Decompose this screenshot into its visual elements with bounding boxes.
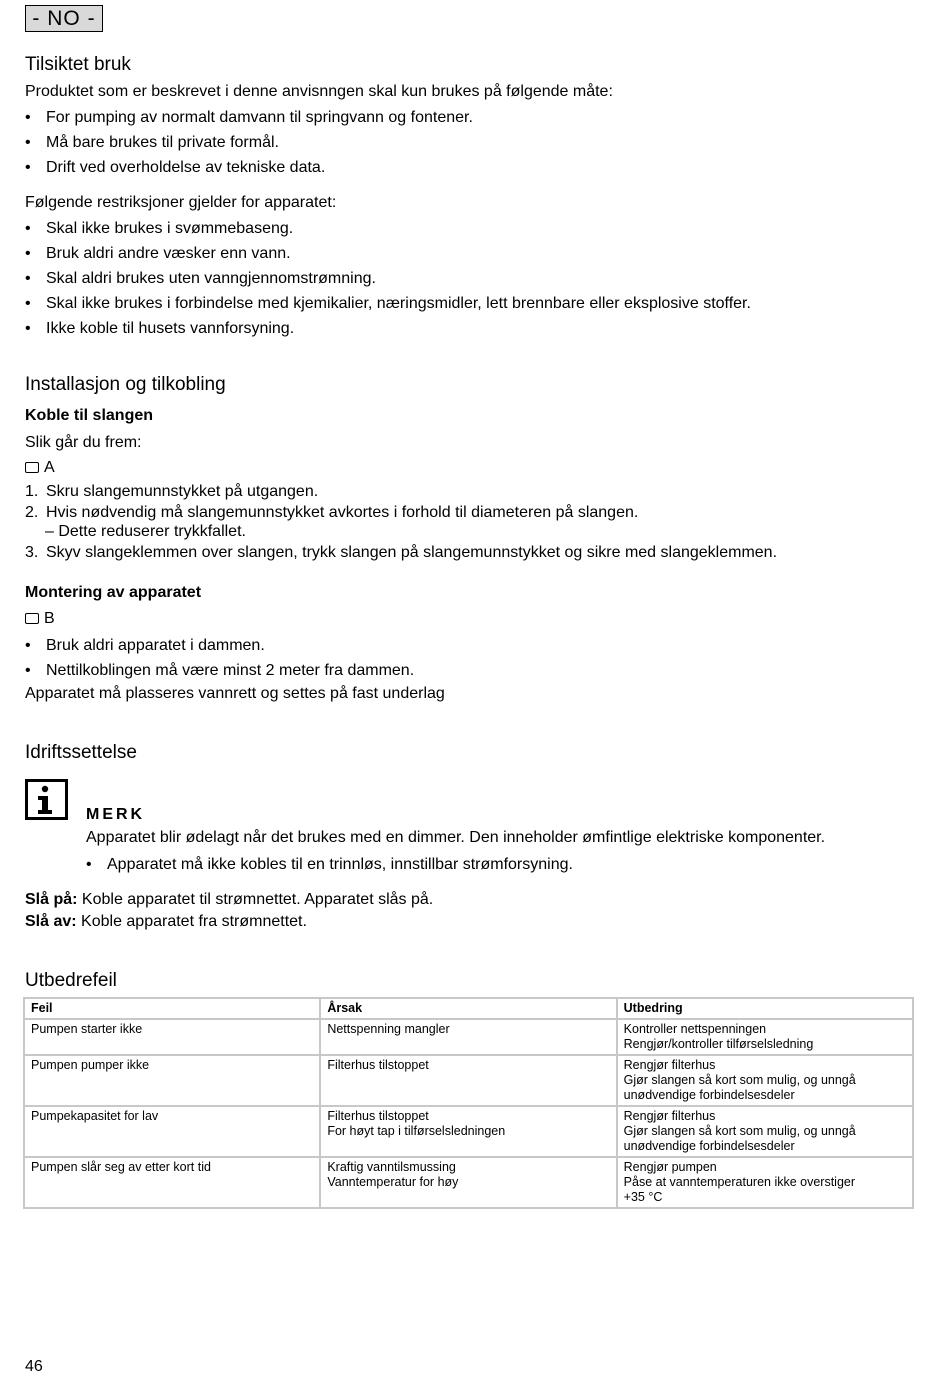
switch-off-instruction: Slå av: Koble apparatet fra strømnettet. <box>25 913 307 930</box>
fault-cell: Pumpen starter ikke <box>24 1019 320 1055</box>
cause-cell: Kraftig vanntilsmussing Vanntemperatur for høy <box>320 1157 616 1208</box>
note-title: MERK <box>86 806 146 823</box>
figure-reference-a: A <box>25 458 55 478</box>
subheading-mounting: Montering av apparatet <box>25 584 202 601</box>
note-text: Apparatet blir ødelagt når det brukes med en dimmer. Den inneholder ømfintlige elektriske komponenter. <box>86 829 826 846</box>
section-heading-intended-use: Tilsiktet bruk <box>25 54 131 75</box>
language-tag: - NO - <box>25 5 103 32</box>
figure-reference-b: B <box>25 609 55 629</box>
figure-box-icon <box>25 462 39 473</box>
subheading-hose: Koble til slangen <box>25 407 154 424</box>
fault-cell: Pumpekapasitet for lav <box>24 1106 320 1157</box>
column-header: Årsak <box>320 998 616 1019</box>
table-row <box>24 1055 913 1106</box>
fault-cell: Pumpen pumper ikke <box>24 1055 320 1106</box>
cause-cell: Filterhus tilstoppet For høyt tap i tilførselsledningen <box>320 1106 616 1157</box>
troubleshooting-table <box>23 997 914 1209</box>
page-number: 46 <box>25 1358 43 1375</box>
remedy-cell: Rengjør filterhus Gjør slangen så kort som mulig, og unngå unødvendige forbindelsesdeler <box>617 1106 913 1157</box>
cause-cell: Filterhus tilstoppet <box>320 1055 616 1106</box>
restrictions-intro: Følgende restriksjoner gjelder for apparatet: <box>25 194 337 211</box>
section-heading-installation: Installasjon og tilkobling <box>25 374 226 395</box>
step-sub-item: – Dette reduserer trykkfallet. <box>45 523 246 540</box>
remedy-cell: Rengjør pumpen Påse at vanntemperaturen ikke overstiger +35 °C <box>617 1157 913 1208</box>
table-row <box>24 1106 913 1157</box>
table-row <box>24 1157 913 1208</box>
mounting-closing: Apparatet må plasseres vannrett og settes på fast underlag <box>25 685 445 702</box>
column-header: Feil <box>24 998 320 1019</box>
remedy-cell: Kontroller nettspenningen Rengjør/kontroller tilførselsledning <box>617 1019 913 1055</box>
column-header: Utbedring <box>617 998 913 1019</box>
info-icon <box>25 779 68 822</box>
intended-use-intro: Produktet som er beskrevet i denne anvisnngen skal kun brukes på følgende måte: <box>25 83 613 100</box>
hose-intro: Slik går du frem: <box>25 434 142 451</box>
fault-cell: Pumpen slår seg av etter kort tid <box>24 1157 320 1208</box>
section-heading-troubleshooting: Utbedrefeil <box>25 970 117 991</box>
table-row <box>24 1019 913 1055</box>
switch-on-instruction: Slå på: Koble apparatet til strømnettet. Apparatet slås på. <box>25 891 434 908</box>
table-header-row <box>24 998 913 1019</box>
figure-box-icon <box>25 613 39 624</box>
cause-cell: Nettspenning mangler <box>320 1019 616 1055</box>
remedy-cell: Rengjør filterhus Gjør slangen så kort som mulig, og unngå unødvendige forbindelsesdeler <box>617 1055 913 1106</box>
section-heading-operation: Idriftssettelse <box>25 742 137 763</box>
